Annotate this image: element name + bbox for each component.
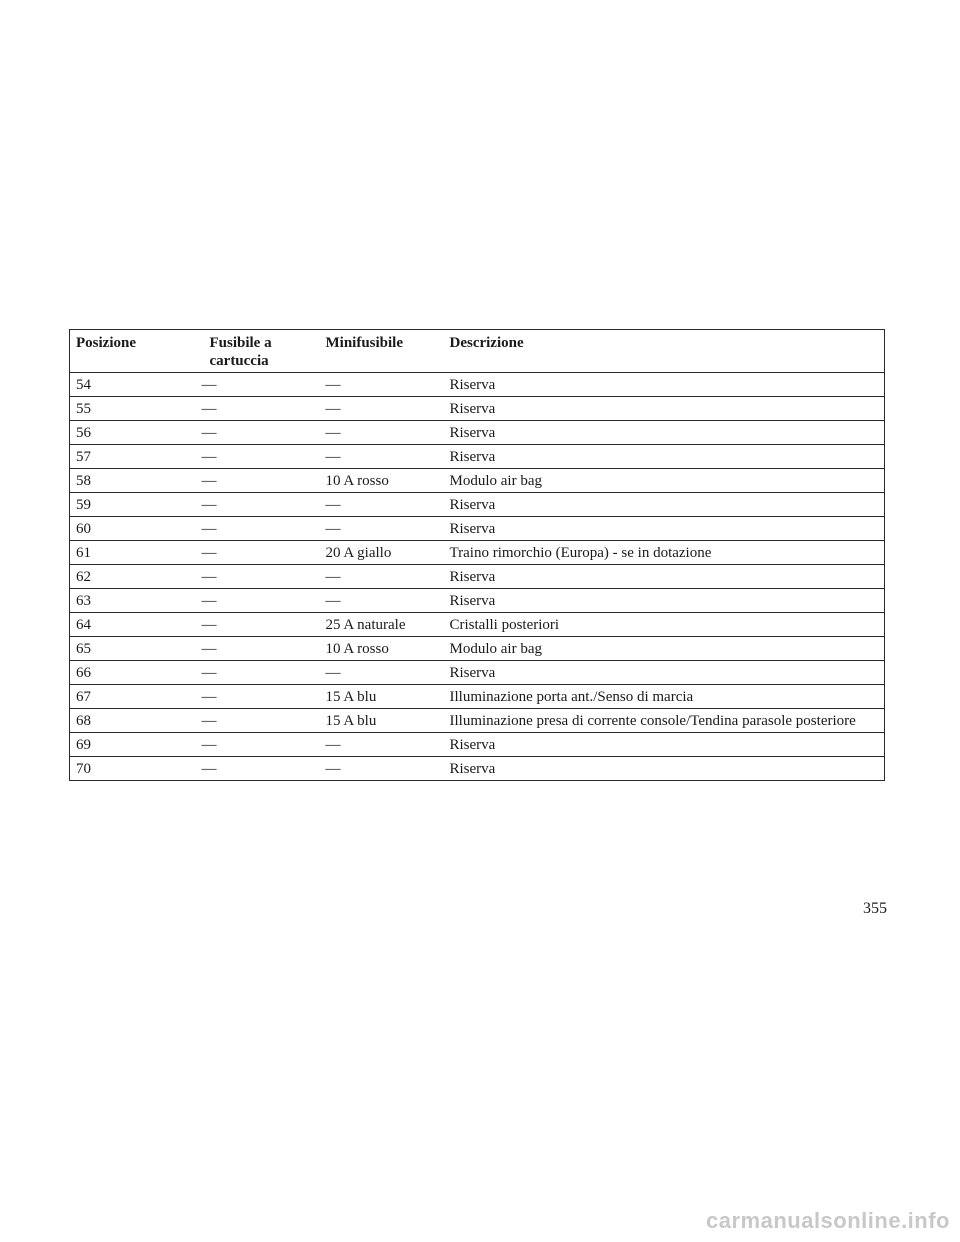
cell-cartridge-fuse: — [196, 565, 320, 589]
cell-cartridge-fuse: — [196, 637, 320, 661]
page-number: 355 [863, 900, 887, 917]
cell-cartridge-fuse: — [196, 685, 320, 709]
cell-mini-fuse: — [320, 565, 444, 589]
cell-mini-fuse: 10 A rosso [320, 469, 444, 493]
table-row [70, 757, 885, 781]
cell-description: Illuminazione porta ant./Senso di marcia [444, 685, 885, 709]
table-row [70, 397, 885, 421]
cell-mini-fuse: — [320, 733, 444, 757]
cell-mini-fuse: — [320, 757, 444, 781]
cell-description: Riserva [444, 661, 885, 685]
header-cartridge-line2: cartuccia [209, 353, 269, 369]
header-row [70, 330, 885, 373]
cell-mini-fuse: — [320, 493, 444, 517]
header-position: Posizione [70, 330, 196, 373]
cell-description: Riserva [444, 757, 885, 781]
table-row [70, 565, 885, 589]
cell-mini-fuse: 10 A rosso [320, 637, 444, 661]
cell-cartridge-fuse: — [196, 541, 320, 565]
cell-position: 69 [70, 733, 196, 757]
cell-cartridge-fuse: — [196, 469, 320, 493]
table-header [70, 330, 885, 373]
cell-position: 68 [70, 709, 196, 733]
table-row [70, 733, 885, 757]
cell-description: Riserva [444, 421, 885, 445]
cell-description: Riserva [444, 445, 885, 469]
cell-description: Riserva [444, 493, 885, 517]
header-cartridge-fuse [196, 330, 320, 373]
cell-description: Modulo air bag [444, 469, 885, 493]
fuse-table [69, 329, 885, 781]
table-body [70, 373, 885, 781]
cell-mini-fuse: 15 A blu [320, 709, 444, 733]
table-row [70, 709, 885, 733]
watermark-logo: carmanualsonline.info [706, 1208, 950, 1233]
cell-mini-fuse: 15 A blu [320, 685, 444, 709]
cell-position: 63 [70, 589, 196, 613]
cell-mini-fuse: — [320, 421, 444, 445]
cell-cartridge-fuse: — [196, 445, 320, 469]
cell-position: 66 [70, 661, 196, 685]
table-row [70, 637, 885, 661]
cell-position: 61 [70, 541, 196, 565]
cell-mini-fuse: — [320, 373, 444, 397]
cell-description: Riserva [444, 733, 885, 757]
cell-position: 58 [70, 469, 196, 493]
table-row [70, 421, 885, 445]
cell-cartridge-fuse: — [196, 373, 320, 397]
table-row [70, 445, 885, 469]
cell-position: 56 [70, 421, 196, 445]
cell-cartridge-fuse: — [196, 757, 320, 781]
table-row [70, 685, 885, 709]
cell-mini-fuse: — [320, 661, 444, 685]
cell-mini-fuse: — [320, 445, 444, 469]
cell-description: Riserva [444, 589, 885, 613]
cell-position: 65 [70, 637, 196, 661]
cell-cartridge-fuse: — [196, 709, 320, 733]
cell-position: 54 [70, 373, 196, 397]
cell-cartridge-fuse: — [196, 397, 320, 421]
header-mini-fuse: Minifusibile [320, 330, 444, 373]
cell-cartridge-fuse: — [196, 493, 320, 517]
cell-cartridge-fuse: — [196, 589, 320, 613]
cell-position: 70 [70, 757, 196, 781]
cell-cartridge-fuse: — [196, 421, 320, 445]
cell-position: 62 [70, 565, 196, 589]
cell-cartridge-fuse: — [196, 613, 320, 637]
cell-description: Riserva [444, 397, 885, 421]
cell-cartridge-fuse: — [196, 733, 320, 757]
table-row [70, 373, 885, 397]
cell-position: 55 [70, 397, 196, 421]
cell-mini-fuse: — [320, 589, 444, 613]
cell-description: Riserva [444, 565, 885, 589]
cell-position: 57 [70, 445, 196, 469]
table-row [70, 469, 885, 493]
table-row [70, 661, 885, 685]
header-description: Descrizione [444, 330, 885, 373]
cell-description: Riserva [444, 373, 885, 397]
cell-position: 60 [70, 517, 196, 541]
cell-description: Illuminazione presa di corrente console/Tendina parasole posteriore [444, 709, 885, 733]
cell-mini-fuse: 25 A naturale [320, 613, 444, 637]
cell-description: Modulo air bag [444, 637, 885, 661]
header-cartridge-line1: Fusibile a [209, 335, 272, 351]
cell-mini-fuse: 20 A giallo [320, 541, 444, 565]
table-row [70, 613, 885, 637]
table-row [70, 493, 885, 517]
cell-cartridge-fuse: — [196, 517, 320, 541]
cell-mini-fuse: — [320, 397, 444, 421]
cell-position: 59 [70, 493, 196, 517]
table-row [70, 589, 885, 613]
cell-description: Riserva [444, 517, 885, 541]
cell-description: Traino rimorchio (Europa) - se in dotazione [444, 541, 885, 565]
cell-mini-fuse: — [320, 517, 444, 541]
table-row [70, 517, 885, 541]
cell-position: 64 [70, 613, 196, 637]
table-row [70, 541, 885, 565]
cell-position: 67 [70, 685, 196, 709]
cell-cartridge-fuse: — [196, 661, 320, 685]
cell-description: Cristalli posteriori [444, 613, 885, 637]
